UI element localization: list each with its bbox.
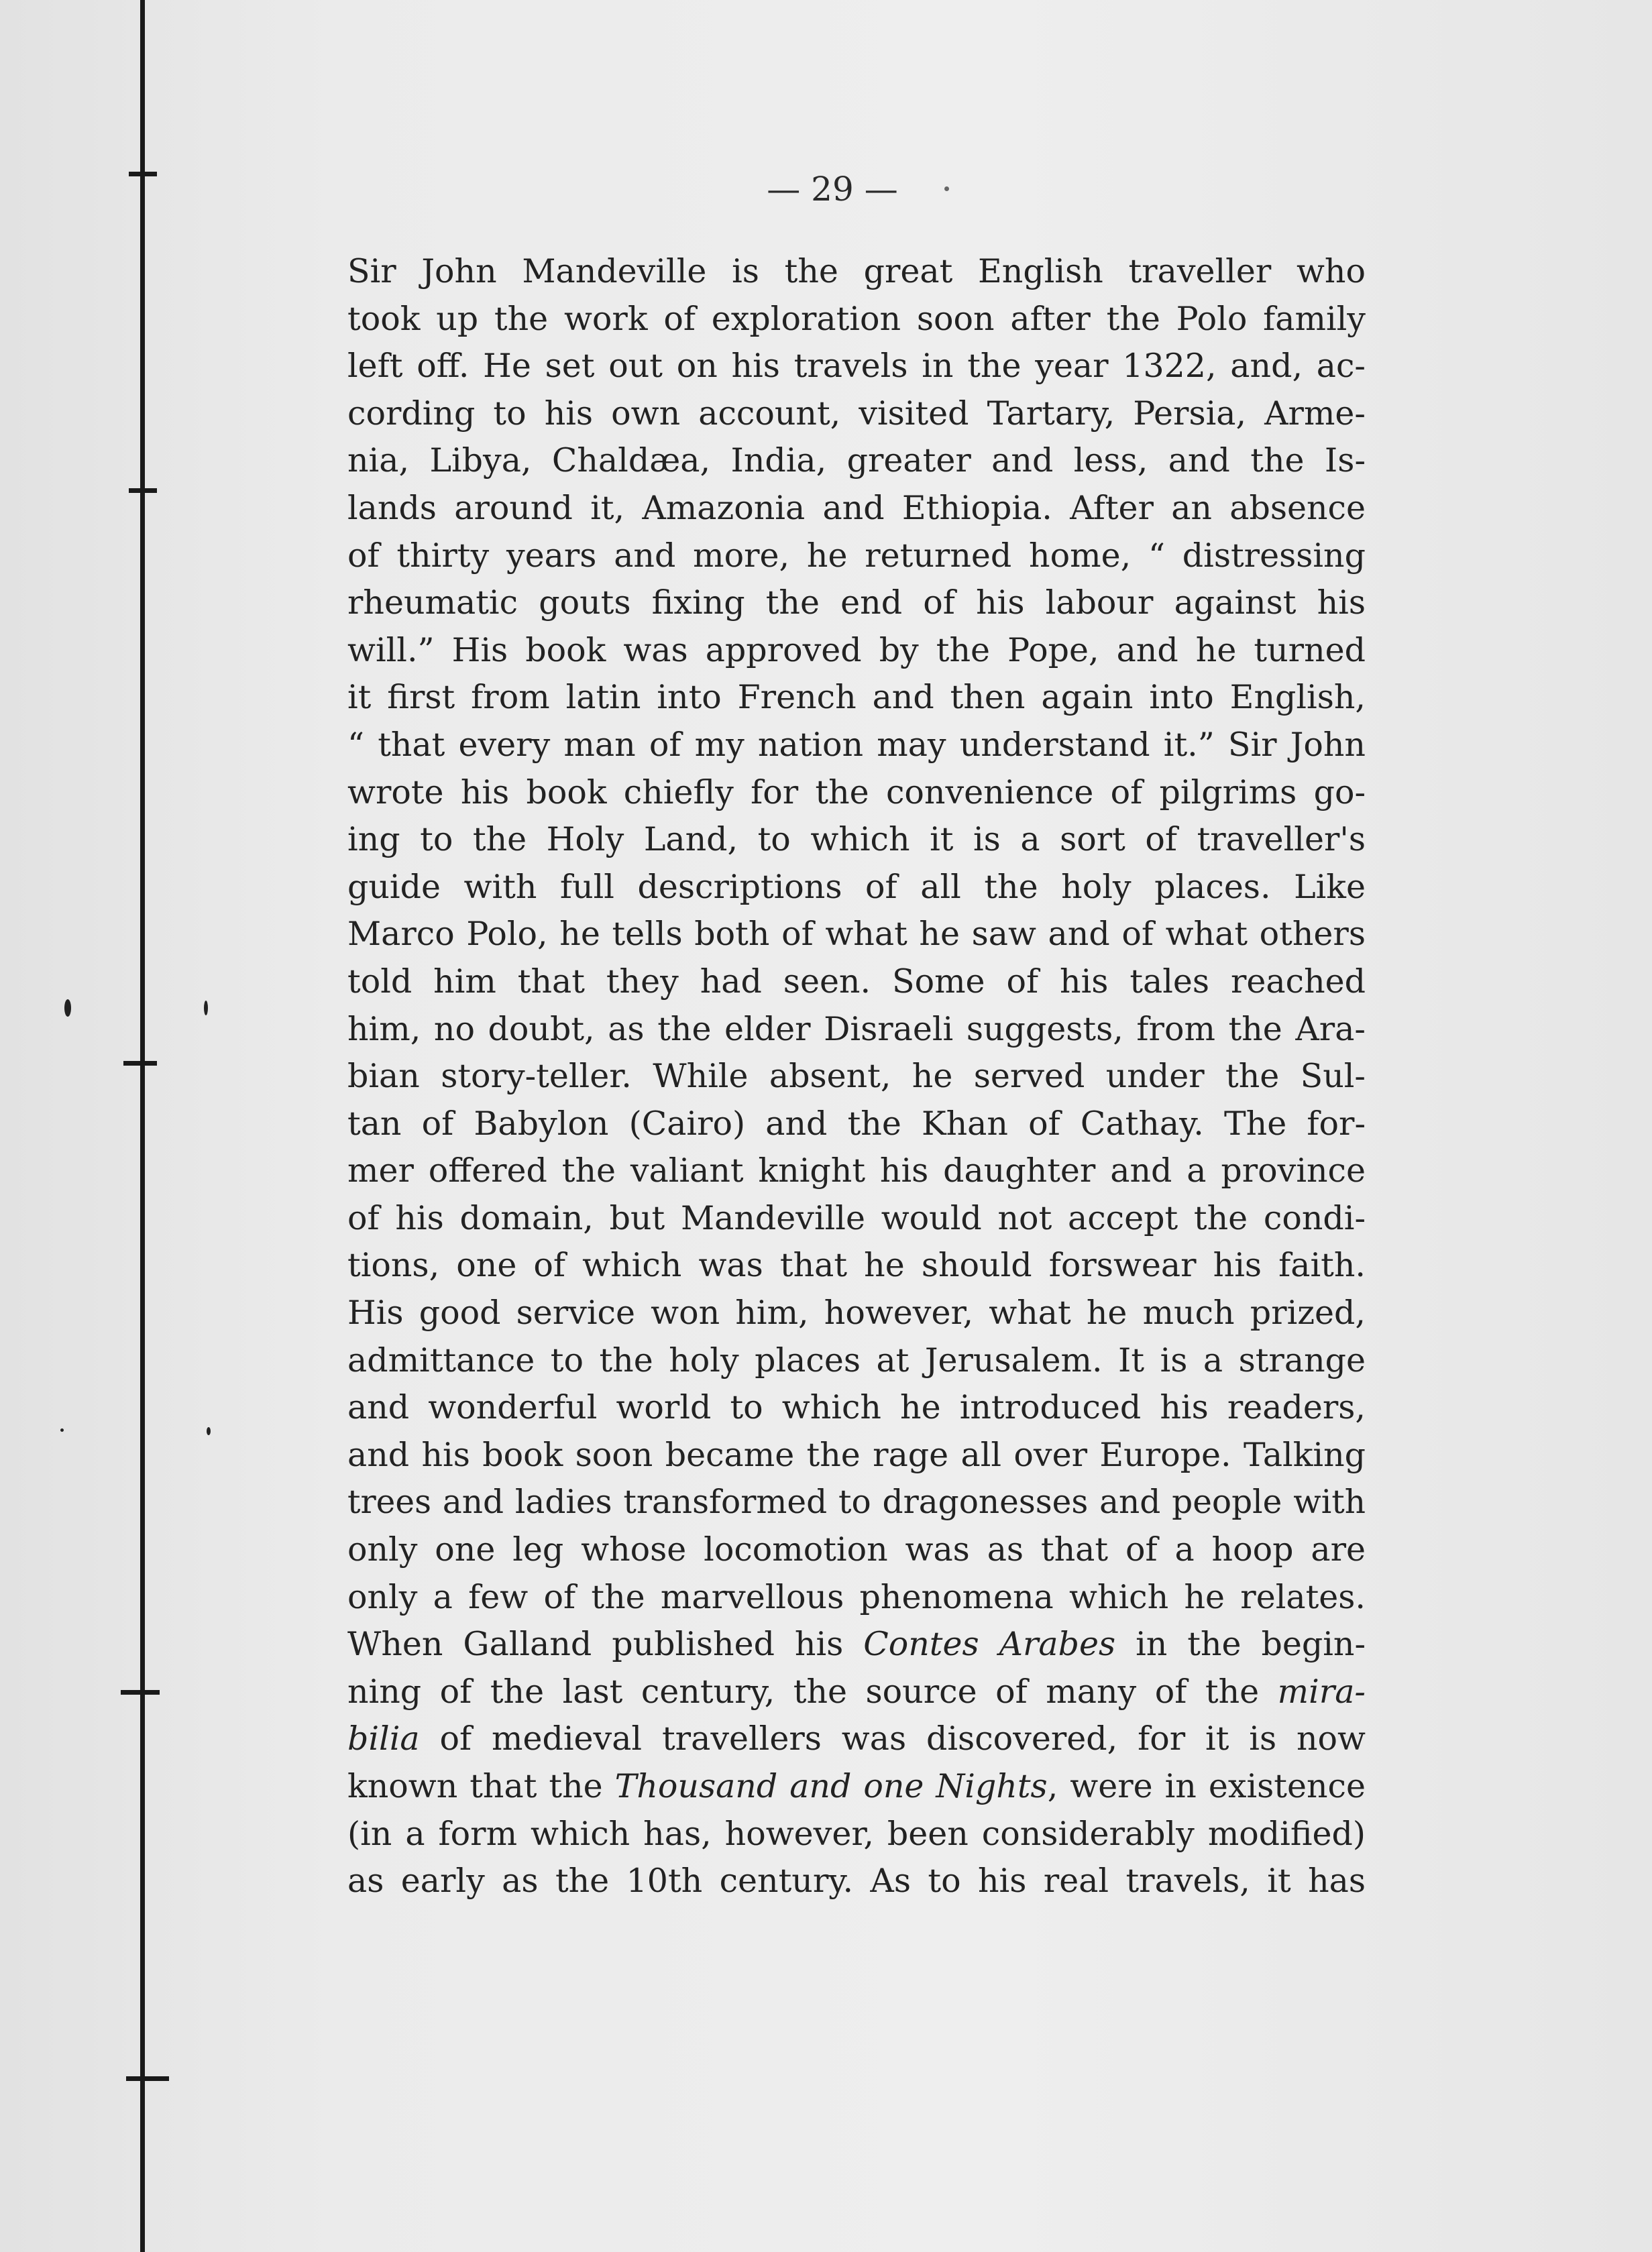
text-line [347, 390, 1366, 438]
text-run: guide with full descriptions of all the holy places. Like [347, 867, 1366, 906]
text-line [347, 1574, 1366, 1622]
text-line [347, 248, 1366, 296]
text-run: tions, one of which was that he should forswear his faith. [347, 1246, 1366, 1285]
binding-stitch-3 [123, 1061, 157, 1066]
body-text [347, 248, 1366, 1905]
text-line [347, 816, 1366, 864]
text-run: Marco Polo, he tells both of what he saw and of what others [347, 915, 1366, 954]
text-line [347, 1290, 1366, 1337]
text-line [347, 437, 1366, 485]
text-run: tan of Babylon (Cairo) and the Khan of Cathay. The for- [347, 1104, 1366, 1143]
text-run: and his book soon became the rage all over Europe. Talking [347, 1435, 1366, 1474]
text-run: it first from latin into French and then again into English, [347, 678, 1366, 717]
text-run: only one leg whose locomotion was as that of a hoop are [347, 1530, 1366, 1569]
text-line [347, 1101, 1366, 1148]
text-line [347, 1763, 1366, 1811]
text-run: him, no doubt, as the elder Disraeli suggests, from the Ara- [347, 1009, 1366, 1048]
binding-stitch-5 [126, 2076, 169, 2081]
text-line [347, 1858, 1366, 1905]
text-run: as early as the 10th century. As to his real travels, it has [347, 1862, 1366, 1901]
text-line [347, 485, 1366, 532]
text-line [347, 722, 1366, 769]
text-line [347, 674, 1366, 722]
text-line [347, 1053, 1366, 1101]
text-run: When Galland published his [347, 1625, 864, 1664]
italic-text: mira- [1277, 1672, 1366, 1711]
text-line [347, 958, 1366, 1006]
text-run: and wonderful world to which he introduced his readers, [347, 1388, 1366, 1427]
text-run: known that the [347, 1767, 615, 1805]
text-run: rheumatic gouts fixing the end of his labour against his [347, 583, 1366, 622]
text-run: mer offered the valiant knight his daughter and a province [347, 1151, 1366, 1190]
text-run: wrote his book chiefly for the convenience of pilgrims go- [347, 773, 1366, 811]
page-number: — 29 — [767, 170, 898, 209]
text-line [347, 1006, 1366, 1054]
text-line [347, 1195, 1366, 1243]
text-run: lands around it, Amazonia and Ethiopia. After an absence [347, 488, 1366, 527]
text-line [347, 1526, 1366, 1574]
text-run: told him that they had seen. Some of his tales reached [347, 962, 1366, 1001]
text-line [347, 1811, 1366, 1858]
text-line [347, 1715, 1366, 1763]
text-run: took up the work of exploration soon after the Polo family [347, 299, 1366, 338]
binding-thread [140, 0, 145, 2252]
text-line [347, 1432, 1366, 1479]
text-line [347, 343, 1366, 390]
text-run: His good service won him, however, what he much prized, [347, 1294, 1366, 1333]
text-run: “ that every man of my nation may understand it.” Sir John [347, 725, 1366, 764]
text-run: cording to his own account, visited Tartary, Persia, Arme- [347, 394, 1366, 433]
text-line [347, 627, 1366, 675]
text-line [347, 1242, 1366, 1290]
text-run: trees and ladies transformed to dragonesses and people with [347, 1483, 1366, 1522]
text-line [347, 1669, 1366, 1716]
text-run: in the begin- [1115, 1625, 1366, 1664]
text-run: nia, Libya, Chaldæa, India, greater and less, and the Is- [347, 441, 1366, 480]
text-line [347, 769, 1366, 817]
text-line [347, 864, 1366, 911]
text-line [347, 1621, 1366, 1669]
text-line [347, 1479, 1366, 1526]
text-run: ning of the last century, the source of many of the [347, 1672, 1278, 1711]
text-line [347, 1384, 1366, 1432]
binding-stitch-2 [129, 488, 157, 493]
italic-text: Contes Arabes [863, 1625, 1116, 1664]
text-line [347, 296, 1366, 343]
ink-speck [944, 186, 949, 191]
text-run: of medieval travellers was discovered, for it is now [419, 1720, 1366, 1758]
text-run: of his domain, but Mandeville would not accept the condi- [347, 1198, 1366, 1237]
ink-speck [64, 999, 71, 1017]
text-run: , were in existence [1047, 1767, 1366, 1805]
ink-speck [204, 1001, 208, 1015]
text-line [347, 532, 1366, 580]
text-line [347, 911, 1366, 958]
text-run: will.” His book was approved by the Pope, and he turned [347, 630, 1366, 669]
binding-stitch-4 [121, 1690, 160, 1695]
text-run: left off. He set out on his travels in the year 1322, and, ac- [347, 347, 1366, 386]
text-run: only a few of the marvellous phenomena which he relates. [347, 1577, 1366, 1616]
text-line [347, 1147, 1366, 1195]
binding-stitch-1 [129, 172, 157, 176]
text-run: admittance to the holy places at Jerusalem. It is a strange [347, 1341, 1366, 1380]
text-line [347, 579, 1366, 627]
text-run: bian story-teller. While absent, he served under the Sul- [347, 1057, 1366, 1096]
text-run: (in a form which has, however, been considerably modified) [347, 1814, 1366, 1853]
ink-speck [207, 1427, 211, 1435]
ink-speck [60, 1428, 64, 1432]
italic-text: bilia [347, 1720, 420, 1758]
italic-text: Thousand and one Nights [614, 1767, 1048, 1805]
text-run: Sir John Mandeville is the great English traveller who [347, 252, 1366, 290]
text-run: ing to the Holy Land, to which it is a sort of traveller's [347, 820, 1366, 859]
text-run: of thirty years and more, he returned home, “ distressing [347, 536, 1366, 575]
text-line [347, 1337, 1366, 1385]
